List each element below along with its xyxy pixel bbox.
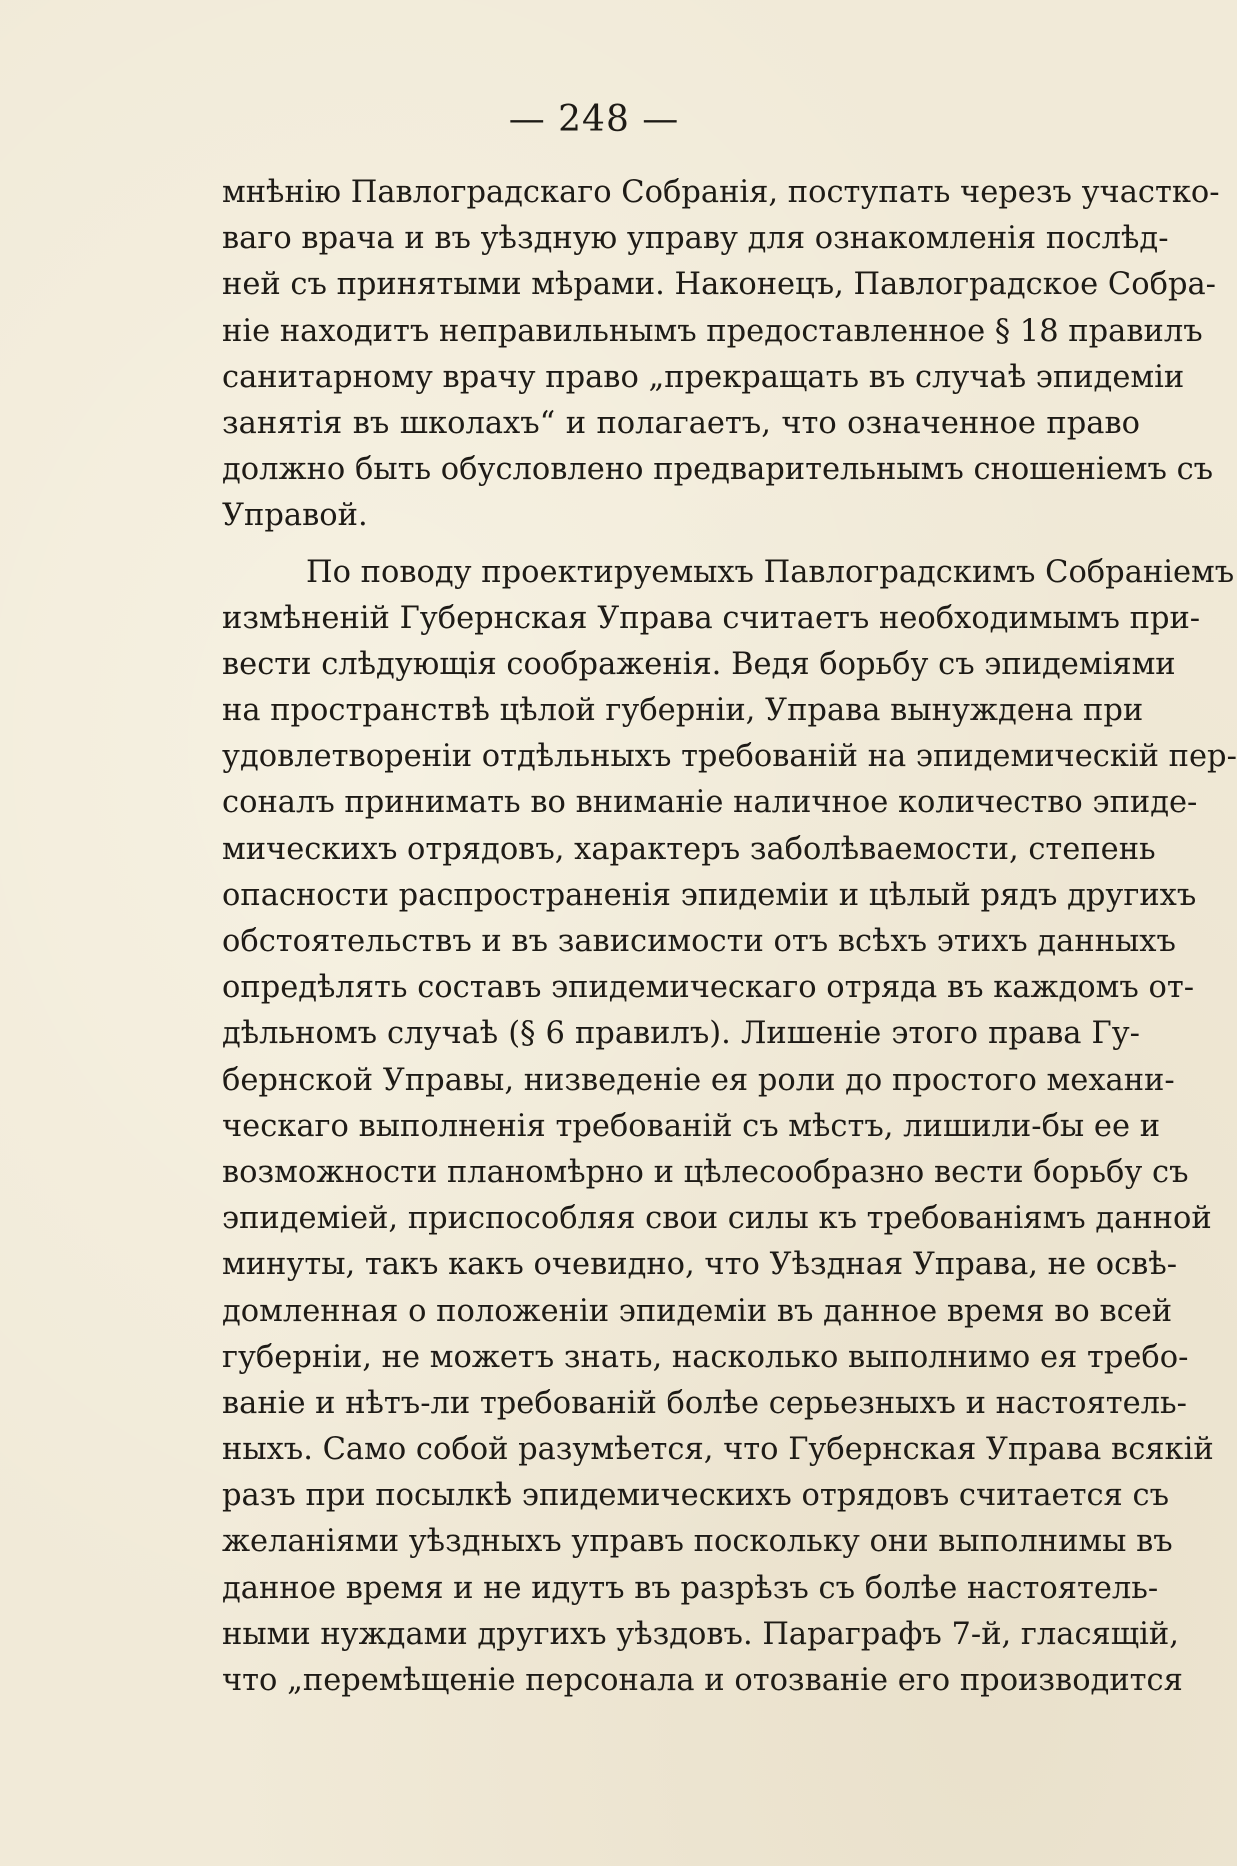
paragraph-1	[222, 170, 1220, 540]
text-line: возможности планомѣрно и цѣлесообразно вести борьбу съ	[222, 1154, 1189, 1190]
text-line: мнѣнію Павлоградскаго Собранія, поступать черезъ участко-	[222, 175, 1220, 210]
text-line: дѣльномъ случаѣ (§ 6 правилъ). Лишеніе этого права Гу-	[222, 1016, 1140, 1052]
text-line: опредѣлять составъ эпидемическаго отряда въ каждомъ от-	[222, 970, 1195, 1006]
text-line: мическихъ отрядовъ, характеръ заболѣваемости, степень	[222, 831, 1156, 867]
text-line: удовлетвореніи отдѣльныхъ требованій на эпидемическій пер-	[222, 739, 1237, 775]
text-line: ныхъ. Само собой разумѣется, что Губернская Управа всякій	[222, 1432, 1214, 1468]
text-line: По поводу проектируемыхъ Павлоградскимъ Собраніемъ	[306, 554, 1235, 590]
text-line: санитарному врачу право „прекращать въ случаѣ эпидеміи	[222, 359, 1185, 395]
text-line: разъ при посылкѣ эпидемическихъ отрядовъ считается съ	[222, 1478, 1169, 1514]
paragraph-2	[222, 550, 1237, 1705]
text-line: минуты, такъ какъ очевидно, что Уѣздная Управа, не освѣ-	[222, 1247, 1178, 1283]
text-line: опасности распространенія эпидеміи и цѣлый рядъ другихъ	[222, 877, 1197, 913]
text-line: измѣненій Губернская Управа считаетъ необходимымъ при-	[222, 600, 1201, 636]
text-line: губерніи, не можетъ знать, насколько выполнимо ея требо-	[222, 1339, 1189, 1375]
text-line: соналъ принимать во вниманіе наличное количество эпиде-	[222, 785, 1198, 821]
text-line: занятія въ школахъ“ и полагаетъ, что означенное право	[222, 405, 1140, 441]
text-line: Управой.	[222, 498, 368, 534]
text-line: ваніе и нѣтъ-ли требованій болѣе серьезныхъ и настоятель-	[222, 1385, 1187, 1421]
text-line: бернской Управы, низведеніе ея роли до простого механи-	[222, 1062, 1175, 1098]
text-line: данное время и не идутъ въ разрѣзъ съ болѣе настоятель-	[222, 1570, 1159, 1606]
page-number: — 248 —	[508, 99, 680, 140]
text-line: ніе находитъ неправильнымъ предоставленное § 18 правилъ	[222, 313, 1203, 349]
text-line: на пространствѣ цѣлой губерніи, Управа вынуждена при	[222, 693, 1144, 729]
text-line: что „перемѣщеніе персонала и отозваніе его производится	[222, 1663, 1183, 1698]
text-line: вести слѣдующія соображенія. Ведя борьбу съ эпидеміями	[222, 646, 1176, 682]
text-line: ными нуждами другихъ уѣздовъ. Параграфъ 7-й, гласящій,	[222, 1616, 1179, 1652]
text-line: должно быть обусловлено предварительнымъ сношеніемъ съ	[222, 452, 1214, 488]
text-line: домленная о положеніи эпидеміи въ данное время во всей	[222, 1293, 1173, 1329]
text-line: желаніями уѣздныхъ управъ поскольку они выполнимы въ	[222, 1524, 1173, 1560]
text-line: эпидеміей, приспособляя свои силы къ требованіямъ данной	[222, 1201, 1212, 1237]
body-text	[222, 170, 1237, 1704]
text-line: ческаго выполненія требованій съ мѣстъ, лишили-бы ее и	[222, 1108, 1161, 1144]
text-line: ней съ принятыми мѣрами. Наконецъ, Павлоградское Собра-	[222, 267, 1216, 303]
text-line: обстоятельствъ и въ зависимости отъ всѣхъ этихъ данныхъ	[222, 924, 1176, 959]
text-line: ваго врача и въ уѣздную управу для ознакомленія послѣд-	[222, 221, 1169, 257]
